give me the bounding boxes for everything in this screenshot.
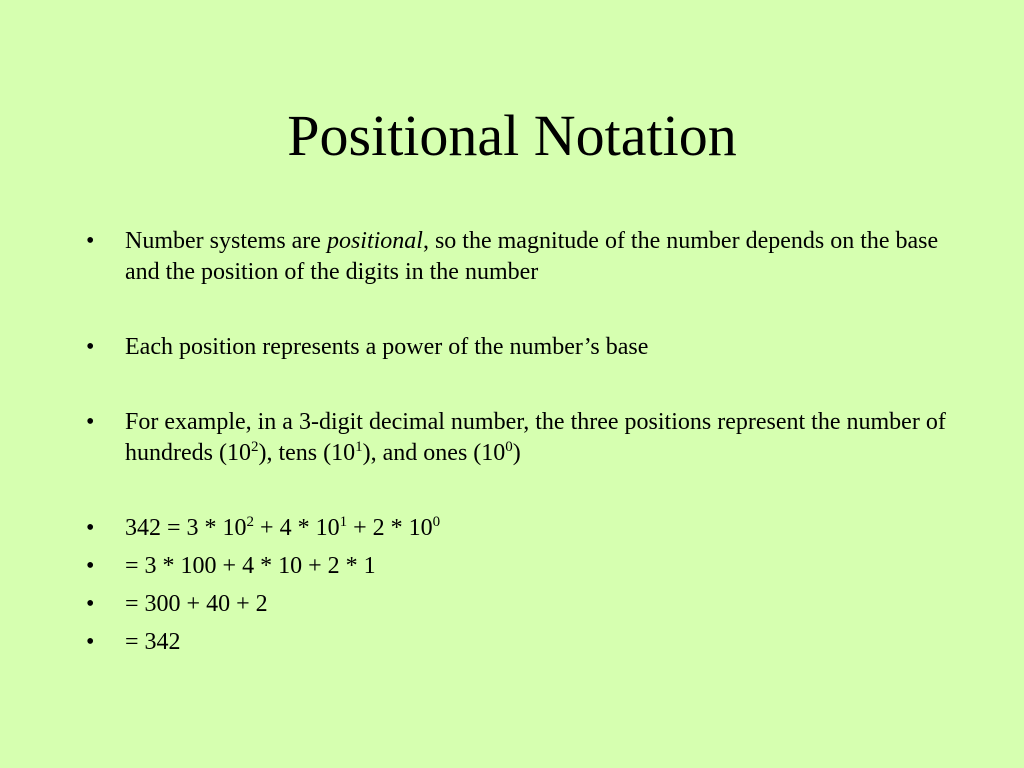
bullet-3-exponent-1: 2: [250, 439, 259, 455]
bullet-positional-definition: [86, 226, 946, 288]
bullet-2-text: Each position represents a power of the number’s base: [125, 334, 649, 360]
bullet-position-power: [86, 332, 946, 363]
bullet-4-exponent-2: 1: [339, 514, 348, 530]
bullet-3-text-part-3: ), and ones (10: [362, 440, 506, 466]
bullet-list: [86, 226, 946, 658]
bullet-expansion: [86, 513, 946, 544]
bullet-5-text: = 3 * 100 + 4 * 10 + 2 * 1: [125, 553, 376, 579]
bullet-4-text-part-2: + 4 * 10: [254, 515, 340, 541]
bullet-result: [86, 627, 946, 658]
slide-title: Positional Notation: [287, 103, 737, 168]
bullet-4-text-part-1: 342 = 3 * 10: [125, 515, 247, 541]
bullet-example: [86, 407, 946, 469]
bullet-4-text-part-3: + 2 * 10: [347, 515, 433, 541]
bullet-4-exponent-1: 2: [246, 514, 255, 530]
bullet-3-text-part-1: For example, in a 3-digit decimal number, the three positions represent the number of hundreds (10: [125, 409, 946, 466]
bullet-1-text-start: Number systems are: [125, 228, 327, 254]
bullet-1-emphasis: positional: [326, 228, 423, 254]
bullet-products: [86, 551, 946, 582]
bullet-4-exponent-3: 0: [432, 514, 441, 530]
bullet-3-text-part-4: ): [512, 440, 521, 466]
bullet-3-exponent-2: 1: [355, 439, 363, 455]
bullet-1-text-end: , so the magnitude of the number depends on the base and the position of the digits in the number: [125, 228, 939, 285]
bullet-6-text: = 300 + 40 + 2: [125, 591, 268, 617]
bullet-sum: [86, 589, 946, 620]
bullet-7-text: = 342: [125, 629, 181, 655]
bullet-3-exponent-3: 0: [505, 439, 513, 455]
bullet-3-text-part-2: ), tens (10: [258, 440, 356, 466]
